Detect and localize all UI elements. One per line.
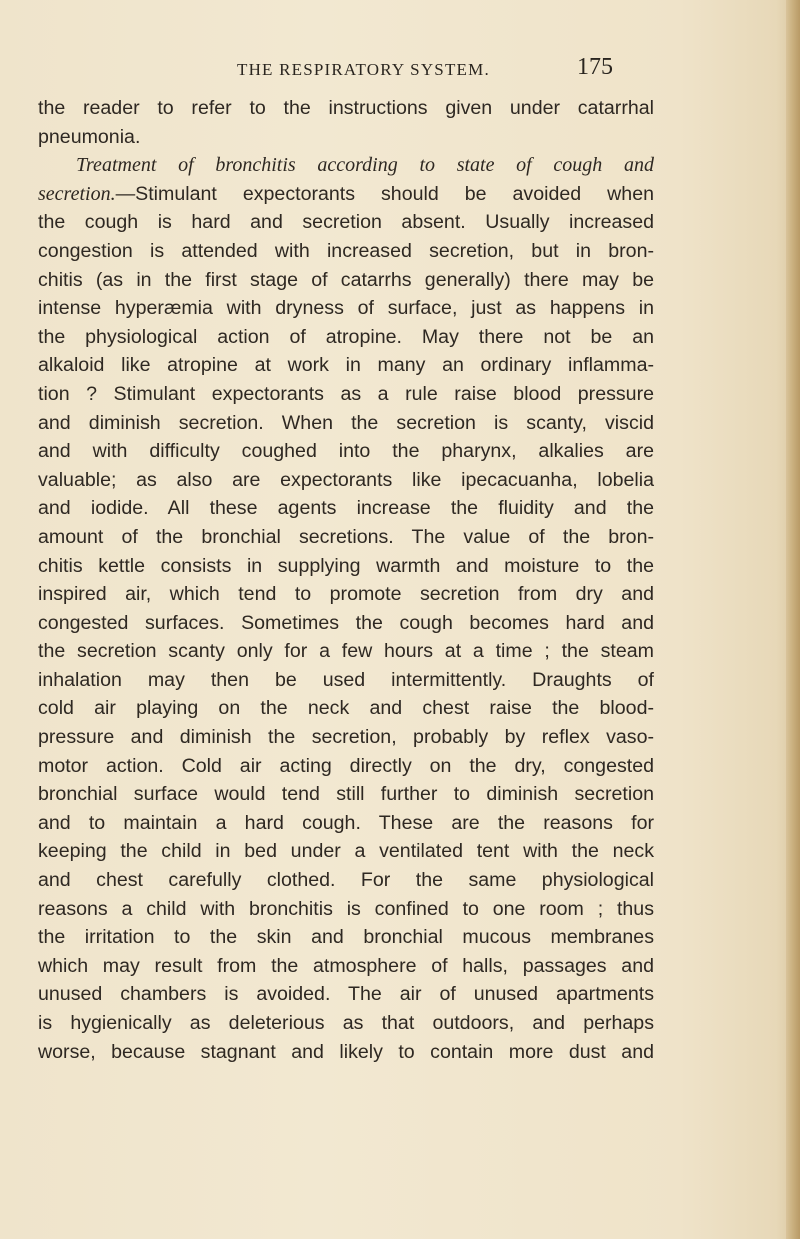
text-line: chitis (as in the first stage of catarrhs generally) there may be bbox=[38, 268, 654, 291]
body-text bbox=[38, 94, 654, 1066]
text-line: chitis kettle consists in supplying warmth and moisture to the bbox=[38, 554, 654, 577]
text-line: bronchial surface would tend still further to diminish secretion bbox=[38, 783, 654, 806]
text-line: intense hyperæmia with dryness of surface, just as happens in bbox=[38, 297, 654, 320]
text-line: keeping the child in bed under a ventilated tent with the neck bbox=[38, 840, 654, 863]
text-line: the secretion scanty only for a few hours at a time ; the steam bbox=[38, 640, 654, 663]
text-line: the reader to refer to the instructions given under catarrhal bbox=[38, 97, 654, 119]
text-line: motor action. Cold air acting directly on the dry, congested bbox=[38, 754, 654, 777]
section-heading-continued: secretion. bbox=[38, 182, 116, 205]
text-line bbox=[38, 180, 654, 209]
text-line: the irritation to the skin and bronchial mucous membranes bbox=[38, 926, 654, 949]
text-run: —Stimulant expectorants should be avoided when bbox=[115, 182, 654, 205]
text-line: and to maintain a hard cough. These are the reasons for bbox=[38, 811, 654, 834]
text-line: and with difficulty coughed into the pharynx, alkalies are bbox=[38, 440, 654, 463]
section-heading-line bbox=[38, 151, 654, 180]
text-line: worse, because stagnant and likely to contain more dust and bbox=[38, 1040, 654, 1063]
text-line: pressure and diminish the secretion, probably by reflex vaso- bbox=[38, 726, 654, 749]
text-line: pneumonia. bbox=[38, 125, 141, 148]
page-edge bbox=[786, 0, 800, 1239]
text-line: reasons a child with bronchitis is confined to one room ; thus bbox=[38, 897, 654, 920]
running-title: THE RESPIRATORY SYSTEM. bbox=[237, 60, 490, 79]
running-head bbox=[0, 54, 800, 88]
text-line: and diminish secretion. When the secretion is scanty, viscid bbox=[38, 411, 654, 434]
text-line: cold air playing on the neck and chest raise the blood- bbox=[38, 697, 654, 720]
text-line: tion ? Stimulant expectorants as a rule raise blood pressure bbox=[38, 382, 654, 405]
text-line: and iodide. All these agents increase the fluidity and the bbox=[38, 497, 654, 520]
text-line: which may result from the atmosphere of halls, passages and bbox=[38, 954, 654, 977]
section-heading: Treatment of bronchitis according to state of cough and bbox=[76, 154, 654, 177]
text-line: alkaloid like atropine at work in many an ordinary inflamma- bbox=[38, 354, 654, 377]
text-line: unused chambers is avoided. The air of unused apartments bbox=[38, 983, 654, 1006]
text-line: the cough is hard and secretion absent. Usually increased bbox=[38, 211, 654, 234]
text-line: the physiological action of atropine. May there not be an bbox=[38, 325, 654, 348]
text-line: inhalation may then be used intermittently. Draughts of bbox=[38, 668, 654, 691]
text-line: congestion is attended with increased secretion, but in bron- bbox=[38, 239, 654, 262]
text-line: congested surfaces. Sometimes the cough becomes hard and bbox=[38, 611, 654, 634]
text-line: is hygienically as deleterious as that outdoors, and perhaps bbox=[38, 1012, 654, 1034]
text-line: inspired air, which tend to promote secretion from dry and bbox=[38, 583, 654, 606]
page-number: 175 bbox=[577, 54, 613, 80]
text-line: valuable; as also are expectorants like ipecacuanha, lobelia bbox=[38, 468, 654, 491]
text-line: and chest carefully clothed. For the same physiological bbox=[38, 869, 654, 892]
text-line: amount of the bronchial secretions. The value of the bron- bbox=[38, 525, 654, 548]
